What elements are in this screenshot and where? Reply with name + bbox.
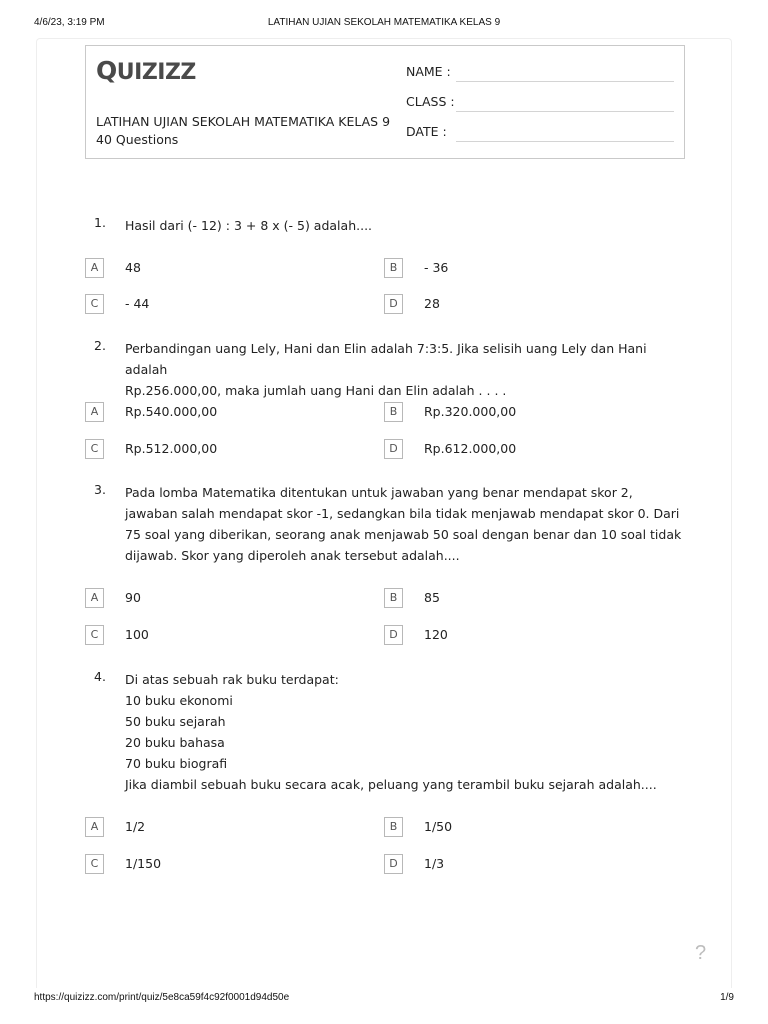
date-line — [456, 141, 674, 142]
question-count: 40 Questions — [96, 132, 179, 147]
quiz-header-box — [85, 45, 685, 159]
date-label: DATE : — [406, 124, 447, 139]
print-header — [34, 17, 734, 31]
question-text: Di atas sebuah rak buku terdapat: 10 buku ekonomi 50 buku sejarah 20 buku bahasa 70 buku biografi Jika diambil sebuah buku secara acak, peluang yang terambil buku sejarah adalah.... — [125, 672, 657, 792]
name-line — [456, 81, 674, 82]
option-letter-box: D — [384, 439, 403, 459]
question-number: 3. — [94, 482, 106, 497]
print-url: https://quizizz.com/print/quiz/5e8ca59f4c92f0001d94d50e — [34, 992, 290, 1003]
question-number: 4. — [94, 669, 106, 684]
option-letter-box: B — [384, 402, 403, 422]
option-value: Rp.540.000,00 — [125, 404, 218, 419]
option-letter-box: C — [85, 439, 104, 459]
option-value: - 44 — [125, 296, 150, 311]
option-value: 1/2 — [125, 819, 146, 834]
option-letter-box: C — [85, 854, 104, 874]
option-letter-box: A — [85, 817, 104, 837]
date-field — [406, 124, 676, 144]
option-letter-box: D — [384, 294, 403, 314]
option-letter-box: A — [85, 588, 104, 608]
option-letter-box: A — [85, 258, 104, 278]
question-number: 1. — [94, 215, 106, 230]
question-text: Hasil dari (- 12) : 3 + 8 x (- 5) adalah.... — [125, 218, 373, 233]
class-field — [406, 94, 676, 114]
option-value: 100 — [125, 627, 149, 642]
quizizz-logo: QUIZIZZ — [96, 56, 196, 85]
option-letter-box: C — [85, 294, 104, 314]
print-title: LATIHAN UJIAN SEKOLAH MATEMATIKA KELAS 9 — [267, 17, 501, 28]
option-value: 48 — [125, 260, 141, 275]
option-value: - 36 — [424, 260, 449, 275]
option-letter-box: A — [85, 402, 104, 422]
option-letter-box: D — [384, 854, 403, 874]
question-text: Perbandingan uang Lely, Hani dan Elin adalah 7:3:5. Jika selisih uang Lely dan Hani adalah Rp.256.000,00, maka jumlah uang Hani dan Elin adalah . . . . — [125, 341, 647, 398]
class-label: CLASS : — [406, 94, 455, 109]
print-date: 4/6/23, 3:19 PM — [34, 17, 105, 28]
option-letter-box: B — [384, 258, 403, 278]
option-value: Rp.320.000,00 — [424, 404, 517, 419]
name-label: NAME : — [406, 64, 451, 79]
option-letter-box: C — [85, 625, 104, 645]
option-value: Rp.612.000,00 — [424, 441, 517, 456]
option-value: 1/3 — [424, 856, 445, 871]
quiz-title: LATIHAN UJIAN SEKOLAH MATEMATIKA KELAS 9 — [96, 114, 391, 129]
class-line — [456, 111, 674, 112]
page-number: 1/9 — [720, 992, 734, 1003]
question-number: 2. — [94, 338, 106, 353]
help-icon[interactable]: ? — [695, 942, 707, 964]
question-text: Pada lomba Matematika ditentukan untuk jawaban yang benar mendapat skor 2, jawaban salah mendapat skor -1, sedangkan bila tidak menjawab mendapat skor 0. Dari 75 soal yang diberikan, seorang anak menjawab 50 soal dengan benar dan 10 soal tidak dijawab. Skor yang diperoleh anak tersebut adalah.... — [125, 485, 682, 563]
option-value: 1/50 — [424, 819, 453, 834]
option-value: 90 — [125, 590, 141, 605]
print-footer — [34, 992, 734, 1006]
option-value: Rp.512.000,00 — [125, 441, 218, 456]
option-letter-box: B — [384, 817, 403, 837]
option-letter-box: D — [384, 625, 403, 645]
option-value: 1/150 — [125, 856, 162, 871]
option-value: 120 — [424, 627, 448, 642]
option-value: 28 — [424, 296, 440, 311]
option-letter-box: B — [384, 588, 403, 608]
name-field — [406, 64, 676, 84]
option-value: 85 — [424, 590, 440, 605]
